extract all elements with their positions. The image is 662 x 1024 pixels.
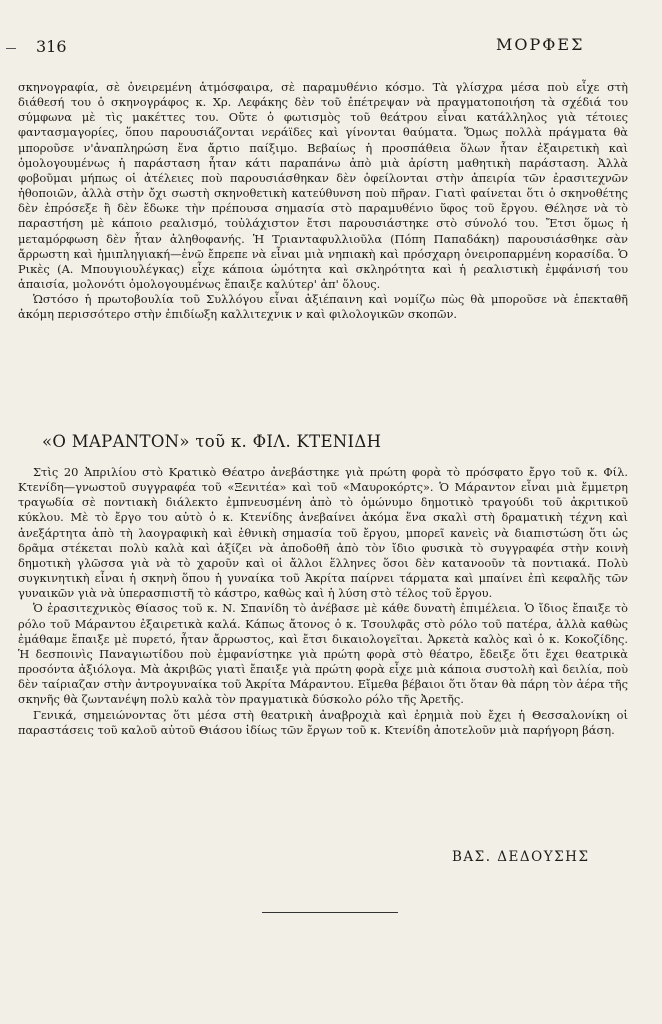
previous-article-text <box>18 80 628 323</box>
paragraph: Γενικά, σημειώνοντας ὅτι μέσα στὴ θεατρικὴ ἀναβροχιὰ καὶ ἐρημιὰ ποὺ ἔχει ἡ Θεσσαλονίκη οἱ παραστάσεις τοῦ καλοῦ αὐτοῦ Θιάσου ἰδίως τῶν ἔργων τοῦ κ. Κτενίδη ἀποτελοῦν μιὰ παρήγορη βάση. <box>18 707 628 737</box>
article-body <box>18 465 628 738</box>
running-head: ΜΟΡΦΕΣ <box>496 35 585 54</box>
paragraph: σκηνογραφία, σὲ ὀνειρεμένη ἀτμόσφαιρα, σὲ παραμυθένιο κόσμο. Τὰ γλίσχρα μέσα ποὺ εἶχε στὴ διάθεσή του ὁ σκηνογράφος κ. Χρ. Λεφάκης δὲν τοῦ ἐπέτρεψαν νὰ πραγματοποιήση τὰ σχέδιά του σύμφωνα μὲ τὶς μακέττες του. Οὔτε ὁ φωτισμὸς τοῦ θεάτρου εἶναι κατάλληλος γιὰ τέτοιες φαντασμαγορίες, ὅπου παρουσιάζονται νεράϊδες καὶ γίνονται θαύματα. Ὅμως πολλὰ πράγματα θὰ μποροῦσε ν'ἀναπληρώση ἕνα ἄρτιο παίξιμο. Βεβαίως ἡ προσπάθεια ὅλων ἦταν ἐξαιρετικὴ καὶ ὁμολογουμένως ἡ παράσταση ἦταν κάτι παραπάνω ἀπὸ μιὰ ἀρίστη μαθητικὴ παράσταση. Ἀλλὰ φοβοῦμαι μήπως οἱ ἀτέλειες ποὺ παρουσιάσθηκαν δὲν ὀφείλονται στὴν ἀπειρία τῶν ἐρασιτεχνῶν ἠθοποιῶν, ἀλλὰ στὴν ὄχι σωστὴ σκηνοθετικὴ κατεύθυνση ποὺ πῆραν. Γιατὶ φαίνεται ὅτι ὁ σκηνοθέτης δὲν ἐπρόσεξε ἢ δὲν ἔδωκε τὴν πρέπουσα σημασία στὸ παραμυθένιο ὕφος τοῦ ἔργου. Θέλησε νὰ τὸ παραστήση μὲ κάποιο ρεαλισμό, τοὐλάχιστον ἔτσι παρουσιάστηκε στὸ σύνολό του. Ἔτσι ὅμως ἡ μεταμόρφωση δὲν ἦταν ἀληθοφανής. Ἡ Τριανταφυλλιοῦλα (Πόπη Παπαδάκη) παρουσιάσθηκε σὰν ἄρρωστη καὶ ἡμιπληγιακή—ἐνῶ ἔπρεπε νὰ εἶναι μιὰ νηπιακὴ καὶ πρόσχαρη ὀνειροπαρμένη κορασίδα. Ὁ Ρικὲς (Α. Μπουγιουλέγκας) εἶχε κάποια ὠμότητα καὶ σκληρότητα καὶ ἡ ρεαλιστικὴ ἐμφάνισή του ἀπαισία, μολονότι ὁμολογουμένως ἔπαιξε καλύτερ' ἀπ' ὅλους. <box>18 80 628 292</box>
section-divider <box>262 912 398 913</box>
author-signature: ΒΑΣ. ΔΕΔΟΥΣΗΣ <box>452 849 590 865</box>
paragraph: Ὁ ἐρασιτεχνικὸς Θίασος τοῦ κ. Ν. Σπανίδη τὸ ἀνέβασε μὲ κάθε δυνατὴ ἐπιμέλεια. Ὁ ἴδιος ἔπαιξε τὸ ρόλο τοῦ Μάραντου ἐξαιρετικὰ καλά. Κάπως ἄτονος ὁ κ. Τσουλφᾶς στὸ ρόλο τοῦ πατέρα, ἀλλὰ καθὼς ἐμάθαμε ἔπαιξε μὲ πυρετό, ἦταν ἄρρωστος, καὶ ἔτσι δικαιολογεῖται. Ἀρκετὰ καλὸς καὶ ὁ κ. Κοκοζίδης. Ἡ δεσποινὶς Παναγιωτίδου ποὺ ἐμφανίστηκε γιὰ πρώτη φορὰ στὸ θέατρο, ἔδειξε ὅτι ἔχει θεατρικὰ προσόντα ἀξιόλογα. Μὰ ἀκριβῶς γιατὶ ἔπαιξε γιὰ πρώτη φορὰ εἶχε μιὰ κάποια συστολὴ καὶ δειλία, ποὺ δὲν ταίριαζαν στὴν ἀντρογυναίκα τοῦ Ἀκρίτα Μάραντου. Εἴμεθα βέβαιοι ὅτι ὅταν θὰ πάρη τὸν ἀέρα τῆς σκηνῆς θὰ ζωντανέψη πολὺ καλὰ τὸν πραγματικὰ δύσκολο ρόλο τῆς Ἀρετῆς. <box>18 601 628 707</box>
margin-mark <box>6 48 16 49</box>
page-number: 316 <box>36 37 67 56</box>
paragraph: Στὶς 20 Ἀπριλίου στὸ Κρατικὸ Θέατρο ἀνεβάστηκε γιὰ πρώτη φορὰ τὸ πρόσφατο ἔργο τοῦ κ. Φίλ. Κτενίδη—γνωστοῦ συγγραφέα τοῦ «Ξενιτέα» καὶ τοῦ «Μαυροκόρτς». Ὁ Μάραντον εἶναι μιὰ ἔμμετρη τραγωδία σὲ ποντιακὴ διάλεκτο ἐμπνευσμένη ἀπὸ τὸ ὁμώνυμο δημοτικὸ τραγούδι τοῦ ἀκριτικοῦ κύκλου. Μὲ τὸ ἔργο του αὐτὸ ὁ κ. Κτενίδης ἀνεβαίνει ἀκόμα ἕνα σκαλὶ στὴ δραματικὴ τέχνη καὶ ἀνεξάρτητα ἀπὸ τὴ λαογραφικὴ καὶ ἐθνικὴ σημασία τοῦ ἔργου, μπορεῖ κανεὶς νὰ διαπιστώση ὅτι ὡς δρᾶμα στέκεται πολὺ καλὰ καὶ ἀξίζει νὰ ἀποδοθῆ ἀπὸ τὸν ἴδιο φυσικὰ τὸ συγγραφέα στὴν κοινὴ δημοτικὴ γλῶσσα γιὰ νὰ τὸ χαροῦν καὶ οἱ ἄλλοι ἕλληνες ὅσοι δὲν κατανοοῦν τὰ ποντιακά. Πολὺ συγκινητικὴ εἶναι ἡ σκηνὴ ὅπου ἡ γυναίκα τοῦ Ἀκρίτα παίρνει τάρματα καὶ μπαίνει ἐπὶ κεφαλῆς τῶν γυναικῶν γιὰ νὰ ὑπερασπιστῆ τὸ κάστρο, καθὼς καὶ ἡ λύση στὸ τέλος τοῦ ἔργου. <box>18 465 628 601</box>
article-title: «Ο ΜΑΡΑΝΤΟΝ» τοῦ κ. ΦΙΛ. ΚΤΕΝΙΔΗ <box>42 432 382 451</box>
paragraph: Ὡστόσο ἡ πρωτοβουλία τοῦ Συλλόγου εἶναι ἀξιέπαινη καὶ νομίζω πὼς θὰ μποροῦσε νὰ ἐπεκταθῆ ἀκόμη περισσότερο στὴν ἐπιδίωξη καλλιτεχνικ ν καὶ φιλολογικῶν σκοπῶν. <box>18 292 628 322</box>
